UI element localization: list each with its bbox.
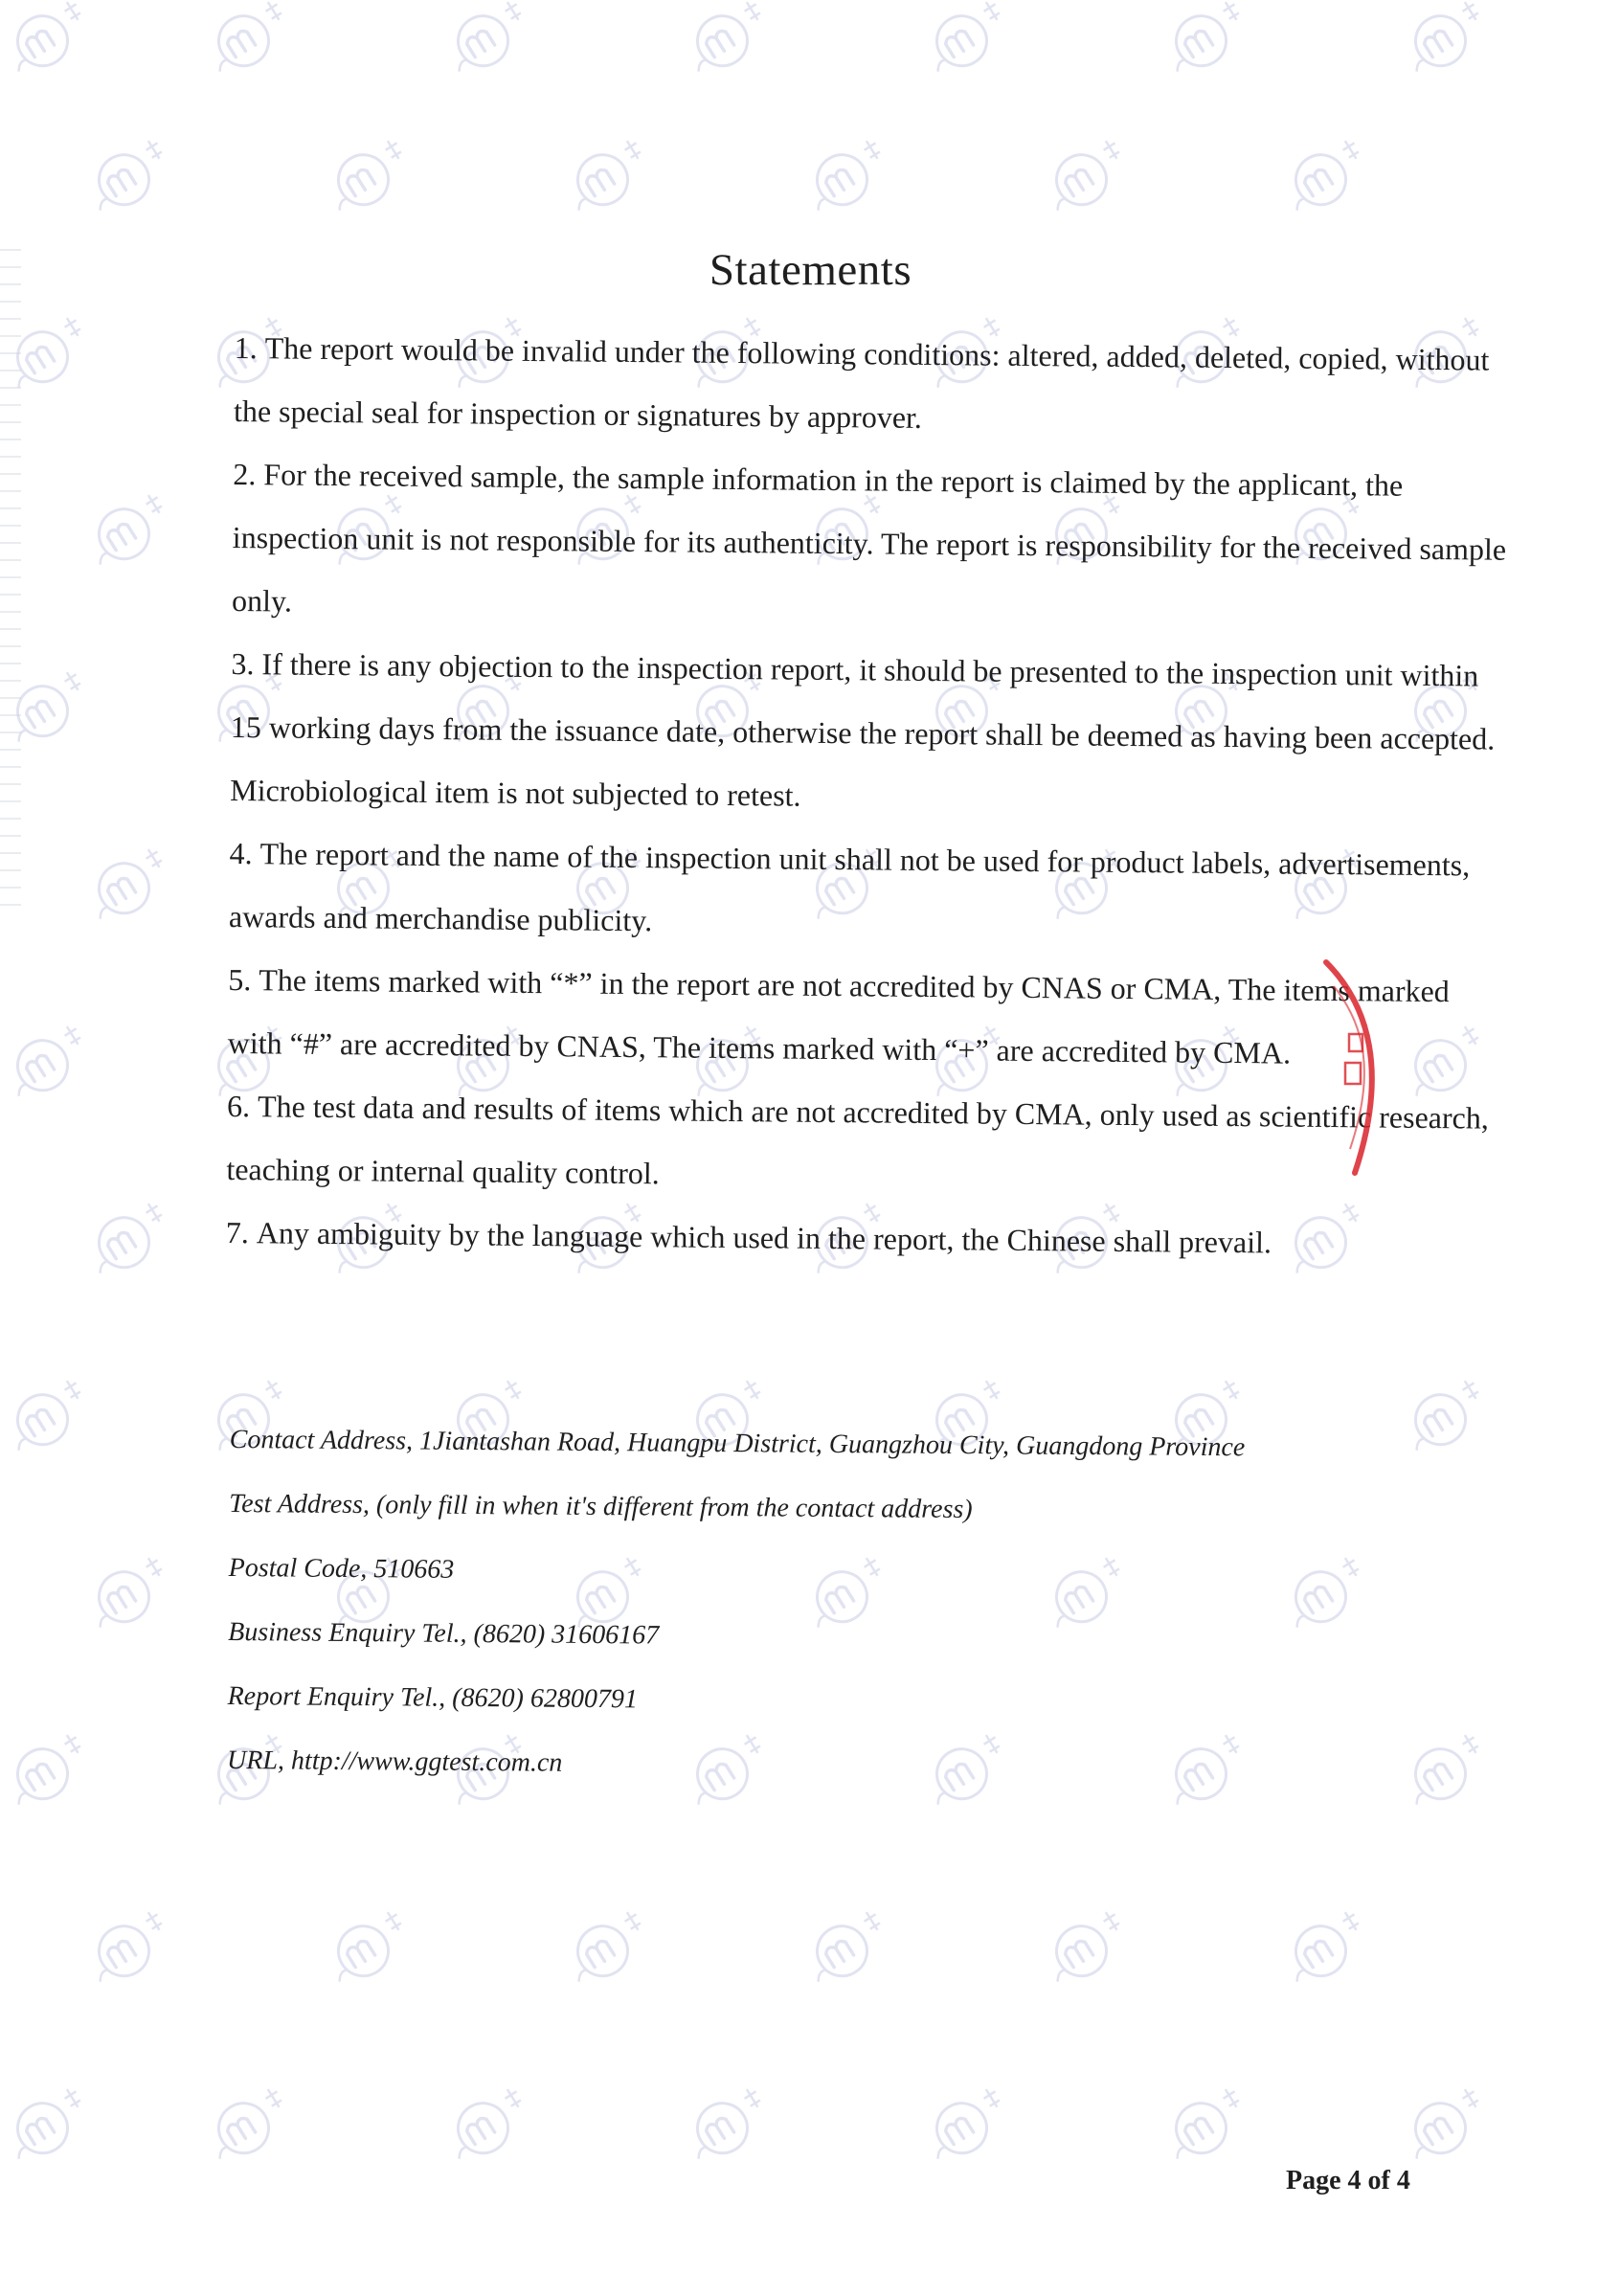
test-address: Test Address, (only fill in when it's different from the contact address) bbox=[229, 1488, 973, 1525]
watermark-icon bbox=[72, 1179, 196, 1292]
statement-number: 4. bbox=[229, 835, 253, 871]
watermark-icon bbox=[1029, 1887, 1154, 2000]
statement-item bbox=[234, 316, 1518, 455]
statement-item bbox=[232, 442, 1517, 644]
statement-text: Any ambiguity by the language which used in the report, the Chinese shall prevail. bbox=[256, 1215, 1272, 1260]
page-number: Page 4 of 4 bbox=[1286, 2166, 1410, 2195]
watermark-icon bbox=[72, 470, 196, 583]
business-enquiry-tel: Business Enquiry Tel., (8620) 31606167 bbox=[228, 1616, 660, 1651]
watermark-icon bbox=[0, 1356, 115, 1469]
watermark-icon bbox=[670, 0, 795, 90]
watermark-icon bbox=[191, 2064, 316, 2177]
watermark-icon bbox=[431, 0, 555, 90]
watermark-icon bbox=[910, 2064, 1034, 2177]
watermark-icon bbox=[1269, 1887, 1393, 2000]
watermark-icon bbox=[790, 1887, 914, 2000]
statement-number: 7. bbox=[225, 1214, 249, 1250]
statement-text: The items marked with “*” in the report are not accredited by CNAS or CMA, The items marked with “#” are accredited by CNAS, The items marked with “+” are accredited by CMA. bbox=[227, 962, 1450, 1070]
watermark-icon bbox=[1388, 1356, 1513, 1469]
watermark-icon bbox=[551, 1887, 675, 2000]
watermark-icon bbox=[311, 1887, 436, 2000]
watermark-icon bbox=[1269, 116, 1393, 229]
watermark-icon bbox=[1388, 1710, 1513, 1823]
watermark-icon bbox=[0, 1002, 115, 1114]
watermark-icon bbox=[72, 824, 196, 937]
website-url: URL, http://www.ggtest.com.cn bbox=[226, 1745, 563, 1778]
contact-info bbox=[227, 1407, 1379, 1801]
red-inspection-seal-icon bbox=[1317, 957, 1393, 1178]
postal-code: Postal Code, 510663 bbox=[228, 1552, 455, 1585]
statement-text: The report and the name of the inspection unit shall not be used for product labels, advertisements, awards and merchandise publicity. bbox=[228, 836, 1471, 938]
report-enquiry-tel: Report Enquiry Tel., (8620) 62800791 bbox=[227, 1680, 639, 1715]
watermark-icon bbox=[431, 2064, 555, 2177]
statement-item bbox=[225, 1201, 1509, 1276]
statement-number: 6. bbox=[226, 1088, 251, 1124]
watermark-icon bbox=[0, 0, 115, 90]
watermark-icon bbox=[72, 116, 196, 229]
watermark-icon bbox=[72, 1533, 196, 1646]
statement-item bbox=[229, 822, 1513, 960]
watermark-icon bbox=[0, 1710, 115, 1823]
watermark-icon bbox=[670, 2064, 795, 2177]
statement-text: For the received sample, the sample information in the report is claimed by the applicant, the inspection unit is not responsible for its authenticity. The report is responsibility for the received sample only. bbox=[231, 457, 1507, 619]
watermark-icon bbox=[1149, 0, 1273, 90]
contact-address: Contact Address, 1Jiantashan Road, Huangpu District, Guangzhou City, Guangdong Province bbox=[229, 1424, 1246, 1463]
statement-number: 2. bbox=[233, 456, 257, 492]
statement-text: The test data and results of items which are not accredited by CMA, only used as scientific research, teaching or internal quality control. bbox=[226, 1089, 1489, 1191]
watermark-icon bbox=[1388, 0, 1513, 90]
statement-number: 5. bbox=[228, 961, 252, 998]
statement-number: 1. bbox=[234, 329, 258, 366]
watermark-icon bbox=[311, 116, 436, 229]
watermark-icon bbox=[790, 116, 914, 229]
watermark-icon bbox=[551, 116, 675, 229]
watermark-icon bbox=[72, 1887, 196, 2000]
watermark-icon bbox=[1029, 116, 1154, 229]
watermark-icon bbox=[910, 0, 1034, 90]
watermark-icon bbox=[0, 2064, 115, 2177]
statement-text: The report would be invalid under the following conditions: altered, added, deleted, copied, without the special seal for inspection or signatures by approver. bbox=[233, 330, 1490, 435]
watermark-icon bbox=[1388, 2064, 1513, 2177]
statement-number: 3. bbox=[231, 645, 255, 682]
page-title: Statements bbox=[709, 245, 912, 295]
scan-edge-artifact bbox=[0, 249, 21, 919]
statement-item bbox=[230, 632, 1515, 834]
watermark-icon bbox=[1149, 2064, 1273, 2177]
statement-text: If there is any objection to the inspection report, it should be presented to the inspection unit within 15 working days from the issuance date, otherwise the report shall be deemed as having been accepted. Microbiological item is not subjected to retest. bbox=[230, 646, 1496, 813]
watermark-icon bbox=[191, 0, 316, 90]
